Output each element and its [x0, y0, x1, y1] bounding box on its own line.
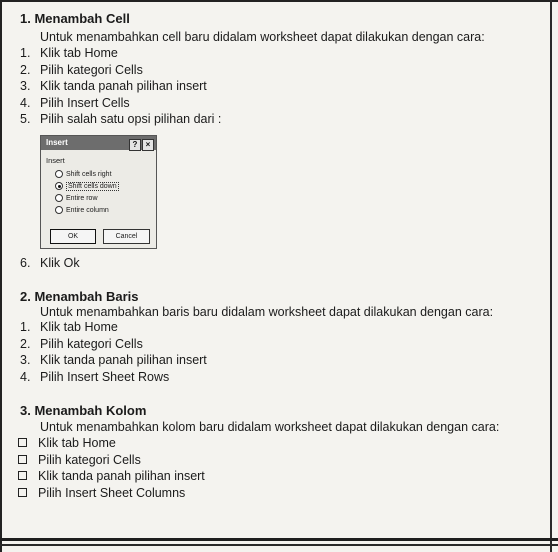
help-icon[interactable]: ? — [129, 139, 141, 151]
dialog-title-bar — [41, 136, 156, 150]
step-text: Pilih Insert Sheet Rows — [40, 369, 170, 384]
ok-button[interactable]: OK — [50, 229, 96, 244]
radio-selected-icon[interactable] — [55, 182, 63, 190]
option-label: Entire column — [66, 206, 109, 214]
step-text: Pilih salah satu opsi pilihan dari : — [40, 112, 222, 126]
dialog-title: Insert — [46, 138, 68, 147]
list-item — [18, 453, 205, 470]
dialog-group-label: Insert — [46, 156, 65, 165]
frame-right-border — [550, 0, 552, 552]
step-number: 3. — [20, 79, 31, 93]
list-item — [18, 469, 205, 486]
frame-bottom-border-inner — [0, 544, 558, 546]
list-item — [20, 79, 221, 96]
step-text: Pilih Insert Sheet Columns — [38, 485, 186, 500]
close-icon[interactable]: × — [142, 139, 154, 151]
step-number: 6. — [20, 256, 31, 270]
step-number: 2. — [20, 336, 31, 351]
step-number: 1. — [20, 46, 31, 60]
step-text: Klik tanda panah pilihan insert — [40, 79, 207, 93]
step-text: Klik tanda panah pilihan insert — [38, 469, 205, 483]
list-item — [20, 112, 221, 129]
checkbox-bullet-icon — [18, 455, 27, 464]
frame-bottom-border — [0, 538, 558, 541]
insert-dialog — [40, 135, 157, 249]
list-item — [20, 256, 80, 273]
section-1-intro: Untuk menambahkan cell baru didalam worksheet dapat dilakukan dengan cara: — [40, 30, 485, 44]
radio-icon[interactable] — [55, 170, 63, 178]
section-1-heading: 1. Menambah Cell — [20, 11, 130, 26]
checkbox-bullet-icon — [18, 488, 27, 497]
step-number: 4. — [20, 95, 31, 110]
step-text: Pilih kategori Cells — [38, 452, 141, 467]
step-text: Klik Ok — [40, 256, 80, 270]
list-item — [20, 96, 221, 113]
step-number: 3. — [20, 353, 31, 367]
step-text: Pilih kategori Cells — [40, 336, 143, 351]
section-2-steps — [20, 320, 207, 386]
option-label: Entire row — [66, 194, 98, 202]
option-shift-cells-down[interactable] — [55, 182, 119, 190]
section-2-intro: Untuk menambahkan baris baru didalam worksheet dapat dilakukan dengan cara: — [40, 305, 494, 319]
frame-left-border — [0, 0, 2, 552]
section-3-steps — [18, 436, 205, 502]
radio-icon[interactable] — [55, 194, 63, 202]
list-item — [20, 320, 207, 337]
list-item — [18, 436, 205, 453]
step-text: Pilih Insert Cells — [40, 95, 130, 110]
list-item — [20, 46, 221, 63]
section-1-final-step — [20, 256, 80, 273]
list-item — [20, 353, 207, 370]
section-2-heading: 2. Menambah Baris — [20, 289, 139, 304]
step-number: 1. — [20, 320, 31, 334]
list-item — [20, 337, 207, 354]
step-number: 5. — [20, 112, 31, 126]
section-1-steps — [20, 46, 221, 129]
list-item — [20, 370, 207, 387]
step-text: Klik tab Home — [40, 320, 118, 334]
step-text: Klik tanda panah pilihan insert — [40, 353, 207, 367]
option-entire-row[interactable] — [55, 194, 98, 202]
option-entire-column[interactable] — [55, 206, 109, 214]
section-3-intro: Untuk menambahkan kolom baru didalam worksheet dapat dilakukan dengan cara: — [40, 420, 500, 434]
step-text: Pilih kategori Cells — [40, 62, 143, 77]
frame-top-border — [0, 0, 558, 2]
option-label: Shift cells down — [68, 182, 117, 190]
cancel-button[interactable]: Cancel — [103, 229, 150, 244]
option-shift-cells-right[interactable] — [55, 170, 112, 178]
section-3-heading: 3. Menambah Kolom — [20, 403, 147, 418]
step-number: 4. — [20, 369, 31, 384]
list-item — [18, 486, 205, 503]
radio-icon[interactable] — [55, 206, 63, 214]
option-label: Shift cells right — [66, 170, 112, 178]
step-number: 2. — [20, 62, 31, 77]
step-text: Klik tab Home — [40, 46, 118, 60]
checkbox-bullet-icon — [18, 438, 27, 447]
list-item — [20, 63, 221, 80]
step-text: Klik tab Home — [38, 436, 116, 450]
checkbox-bullet-icon — [18, 471, 27, 480]
